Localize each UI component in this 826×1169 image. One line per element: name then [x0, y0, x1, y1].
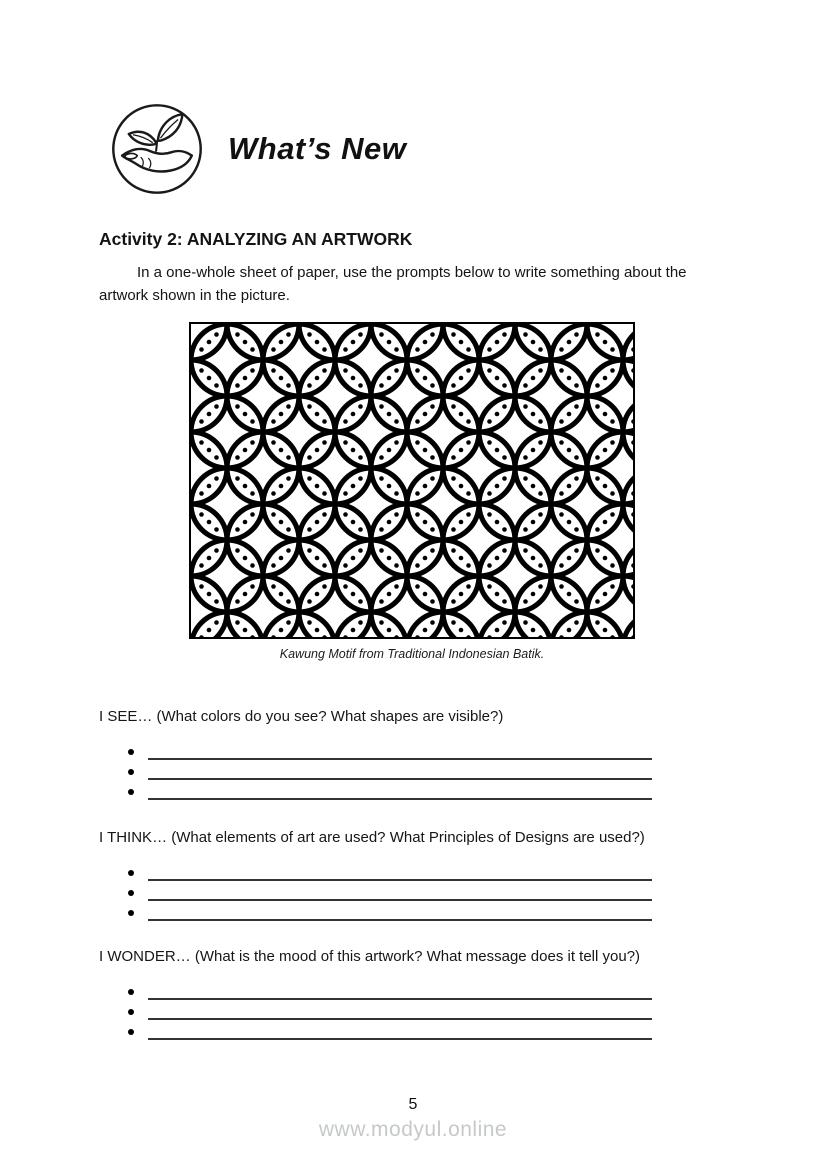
bullet-icon — [128, 769, 134, 775]
bullet-icon — [128, 789, 134, 795]
answer-blank-row — [99, 901, 749, 921]
artwork-caption: Kawung Motif from Traditional Indonesian Batik. — [279, 647, 545, 661]
hand-holding-plant-icon — [110, 102, 204, 196]
bullet-icon — [128, 749, 134, 755]
answer-blank-row — [99, 780, 749, 800]
prompt-question: (What is the mood of this artwork? What message does it tell you?) — [194, 948, 641, 965]
answer-blank-line — [148, 861, 652, 881]
answer-blank-line — [148, 780, 652, 800]
answer-blanks — [99, 861, 749, 921]
prompt-label: I WONDER… — [99, 948, 191, 965]
answer-blank-row — [99, 740, 749, 760]
answer-blanks — [99, 740, 749, 800]
answer-blank-line — [148, 740, 652, 760]
answer-blank-row — [99, 1020, 749, 1040]
bullet-icon — [128, 910, 134, 916]
answer-blank-line — [148, 1020, 652, 1040]
artwork-image — [189, 322, 635, 639]
prompt-header — [99, 948, 749, 966]
section-banner — [110, 102, 406, 196]
answer-blank-row — [99, 881, 749, 901]
prompt-section-i-see — [99, 708, 749, 800]
prompt-header — [99, 829, 749, 847]
kawung-pattern — [191, 324, 633, 637]
activity-instructions: In a one-whole sheet of paper, use the prompts below to write something about the artwork shown in the picture. — [99, 264, 687, 304]
answer-blank-line — [148, 1000, 652, 1020]
page-number: 5 — [408, 1096, 418, 1113]
answer-blank-row — [99, 861, 749, 881]
bullet-icon — [128, 1009, 134, 1015]
bullet-icon — [128, 989, 134, 995]
answer-blank-line — [148, 881, 652, 901]
answer-blank-row — [99, 760, 749, 780]
page-title: What’s New — [228, 131, 407, 166]
bullet-icon — [128, 890, 134, 896]
bullet-icon — [128, 870, 134, 876]
prompt-section-i-wonder — [99, 948, 749, 1040]
answer-blank-line — [148, 901, 652, 921]
answer-blanks — [99, 980, 749, 1040]
prompt-label: I THINK… — [99, 829, 168, 846]
prompt-label: I SEE… — [99, 708, 153, 725]
bullet-icon — [128, 1029, 134, 1035]
prompt-question: (What elements of art are used? What Principles of Designs are used?) — [171, 829, 645, 846]
activity-heading: Activity 2: ANALYZING AN ARTWORK — [99, 229, 413, 249]
prompt-header — [99, 708, 749, 726]
watermark: www.modyul.online — [318, 1118, 508, 1141]
answer-blank-row — [99, 1000, 749, 1020]
answer-blank-line — [148, 760, 652, 780]
prompt-section-i-think — [99, 829, 749, 921]
answer-blank-line — [148, 980, 652, 1000]
prompt-question: (What colors do you see? What shapes are visible?) — [156, 708, 504, 725]
answer-blank-row — [99, 980, 749, 1000]
